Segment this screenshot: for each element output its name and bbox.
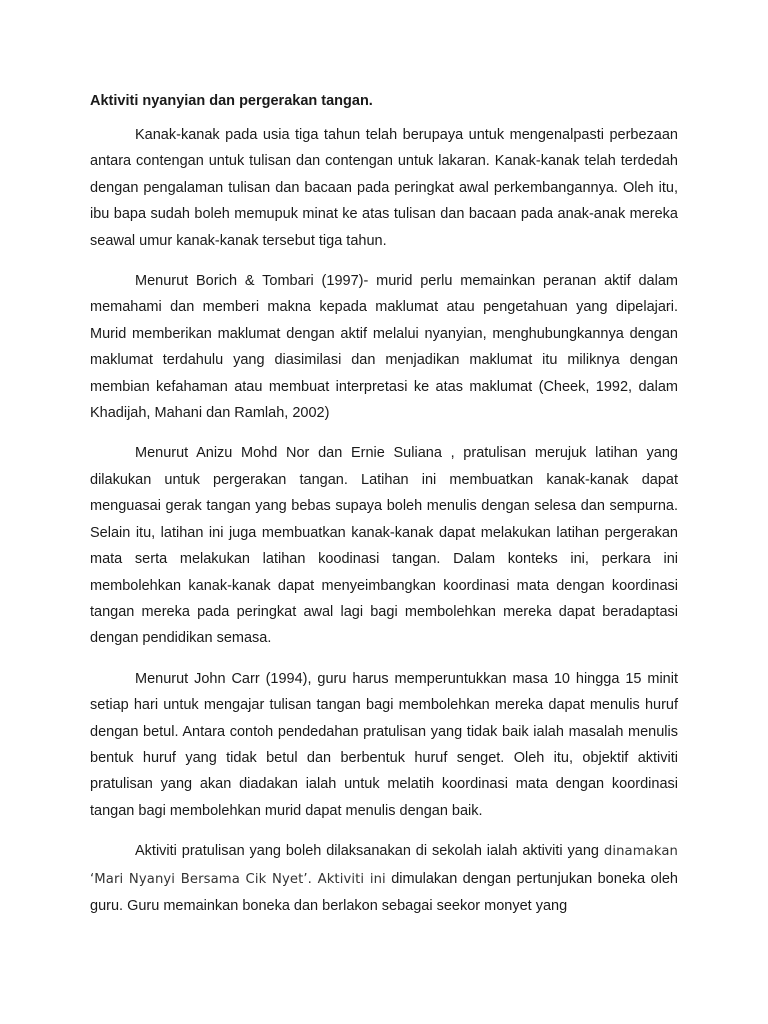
paragraph-2: Menurut Borich & Tombari (1997)- murid perlu memainkan peranan aktif dalam memahami dan memberi makna kepada maklumat atau pengetahuan yang dipelajari. Murid memberikan maklumat dengan aktif melalui nyanyian, menghubungkannya dengan maklumat terdahulu yang diasimilasi dan menjadikan maklumat itu miliknya dengan membian kefahaman atau membuat interpretasi ke atas maklumat (Cheek, 1992, dalam Khadijah, Mahani dan Ramlah, 2002)	[90, 273, 678, 422]
paragraph-5-part-3: dimulakan dengan pertunjukan boneka oleh guru. Guru memainkan boneka dan berlakon sebagai seekor monyet yang	[90, 870, 678, 914]
section-heading: Aktiviti nyanyian dan pergerakan tangan.	[90, 93, 373, 109]
paragraph-5	[90, 838, 678, 919]
paragraph-4: Menurut John Carr (1994), guru harus memperuntukkan masa 10 hingga 15 minit setiap hari untuk mengajar tulisan tangan bagi membolehkan mereka dapat menulis huruf dengan betul. Antara contoh pendedahan pratulisan yang tidak baik ialah masalah menulis bentuk huruf yang tidak betul dan berbentuk huruf senget. Oleh itu, objektif aktiviti pratulisan yang akan diadakan ialah untuk melatih koordinasi mata dengan koordinasi tangan bagi membolehkan murid dapat menulis dengan baik.	[90, 670, 678, 819]
paragraph-3: Menurut Anizu Mohd Nor dan Ernie Suliana , pratulisan merujuk latihan yang dilakukan untuk pergerakan tangan. Latihan ini membuatkan kanak-kanak dapat menguasai gerak tangan yang bebas supaya boleh menulis dengan selesa dan sempurna. Selain itu, latihan ini juga membuatkan kanak-kanak dapat melakukan latihan pergerakan mata serta melakukan latihan koodinasi tangan. Dalam konteks ini, perkara ini membolehkan kanak-kanak dapat menyeimbangkan koordinasi mata dengan koordinasi tangan mereka pada peringkat awal lagi bagi membolehkan mereka dapat beradaptasi dengan pendidikan semasa.	[90, 445, 678, 647]
paragraph-5-part-1: Aktiviti pratulisan yang boleh dilaksanakan di sekolah ialah aktiviti yang	[135, 843, 604, 860]
paragraph-1: Kanak-kanak pada usia tiga tahun telah berupaya untuk mengenalpasti perbezaan antara contengan untuk tulisan dan contengan untuk lakaran. Kanak-kanak telah terdedah dengan pengalaman tulisan dan bacaan pada peringkat awal perkembangannya. Oleh itu, ibu bapa sudah boleh memupuk minat ke atas tulisan dan bacaan pada anak-anak mereka seawal umur kanak-kanak tersebut tiga tahun.	[90, 127, 678, 249]
paragraph-5-part-2: dinamakan ‘Mari Nyanyi Bersama Cik Nyet’. Aktiviti ini	[90, 844, 678, 887]
document-page	[90, 88, 678, 933]
